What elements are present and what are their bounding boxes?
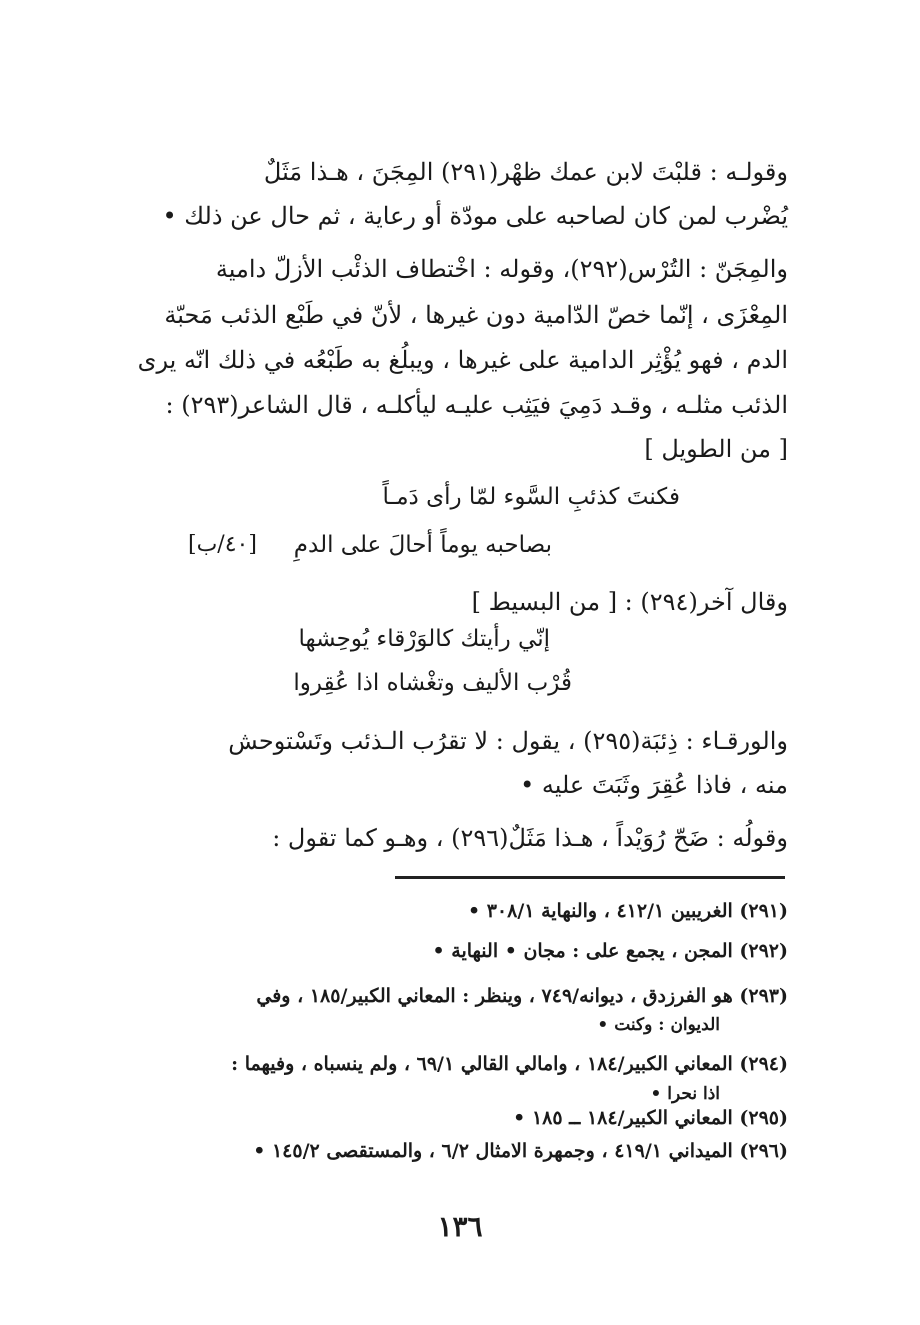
text-line: وقال آخر(٢٩٤) : [ من البسيط ] (471, 588, 788, 616)
text-line: والورقـاء : ذِئبَة(٢٩٥) ، يقول : لا تقرُب الـذئب وتَسْتوحش (228, 727, 788, 755)
verse-hemistich: فكنتَ كذئبِ السَّوء لمّا رأى دَمـاً (382, 484, 680, 510)
footnote: (٢٩٣) هو الفرزدق ، ديوانه/٧٤٩ ، وينظر : المعاني الكبير/١٨٥ ، وفي (256, 985, 788, 1007)
footnote-continuation: الديوان : وكنت • (597, 1015, 720, 1035)
footnote-divider (395, 876, 785, 879)
footnote: (٢٩٤) المعاني الكبير/١٨٤ ، وامالي القالي ٦٩/١ ، ولم ينسباه ، وفيهما : (231, 1053, 788, 1075)
text-line: المِعْزَى ، إنّما خصّ الدّامية دون غيرها ، لأنّ في طَبْع الذئب مَحبّة (164, 301, 788, 329)
text-line: والمِجَنّ : التُرْس(٢٩٢)، وقوله : اخْتطاف الذئْب الأزلّ دامية (215, 255, 788, 283)
verse-hemistich: إنّي رأيتك كالوَرْقاء يُوحِشها (298, 626, 550, 652)
verse-hemistich: قُرْب الأليف وتغْشاه اذا عُقِروا (293, 670, 572, 696)
text-line: وقولُه : ضَحّ رُوَيْداً ، هـذا مَثَلٌ(٢٩٦) ، وهـو كما تقول : (272, 824, 788, 852)
footnote: (٢٩١) الغريبين ٤١٢/١ ، والنهاية ٣٠٨/١ • (467, 900, 788, 922)
text-line: الذئب مثلـه ، وقـد دَمِيَ فيَثِب عليـه ليأكلـه ، قال الشاعر(٢٩٣) : (165, 391, 788, 419)
text-line: وقولـه : قلبْتَ لابن عمك ظهْر(٢٩١) المِجَنَ ، هـذا مَثَلٌ (263, 158, 788, 186)
footnote: (٢٩٥) المعاني الكبير/١٨٤ ــ ١٨٥ • (513, 1107, 788, 1129)
footnote: (٢٩٦) الميداني ٤١٩/١ ، وجمهرة الامثال ٦/٢ ، والمستقصى ١٤٥/٢ • (253, 1140, 788, 1162)
folio-marker: [٤٠/ب] (188, 532, 257, 557)
verse-hemistich: بصاحبه يوماً أحالَ على الدمِ (293, 532, 552, 558)
text-line: يُضْرب لمن كان لصاحبه على مودّة أو رعاية ، ثم حال عن ذلك • (162, 202, 788, 230)
text-line: منه ، فاذا عُقِرَ وثَبَتَ عليه • (520, 771, 788, 799)
footnote: (٢٩٢) المجن ، يجمع على : مجان • النهاية • (432, 940, 788, 962)
footnote-continuation: اذا نحرا • (650, 1084, 720, 1104)
text-line: الدم ، فهو يُؤْثِر الدامية على غيرها ، ويبلُغ به طَبْعُه في ذلك انّه يرى (137, 346, 788, 374)
meter-label: [ من الطويل ] (644, 435, 788, 463)
page-number: ١٣٦ (437, 1210, 483, 1243)
